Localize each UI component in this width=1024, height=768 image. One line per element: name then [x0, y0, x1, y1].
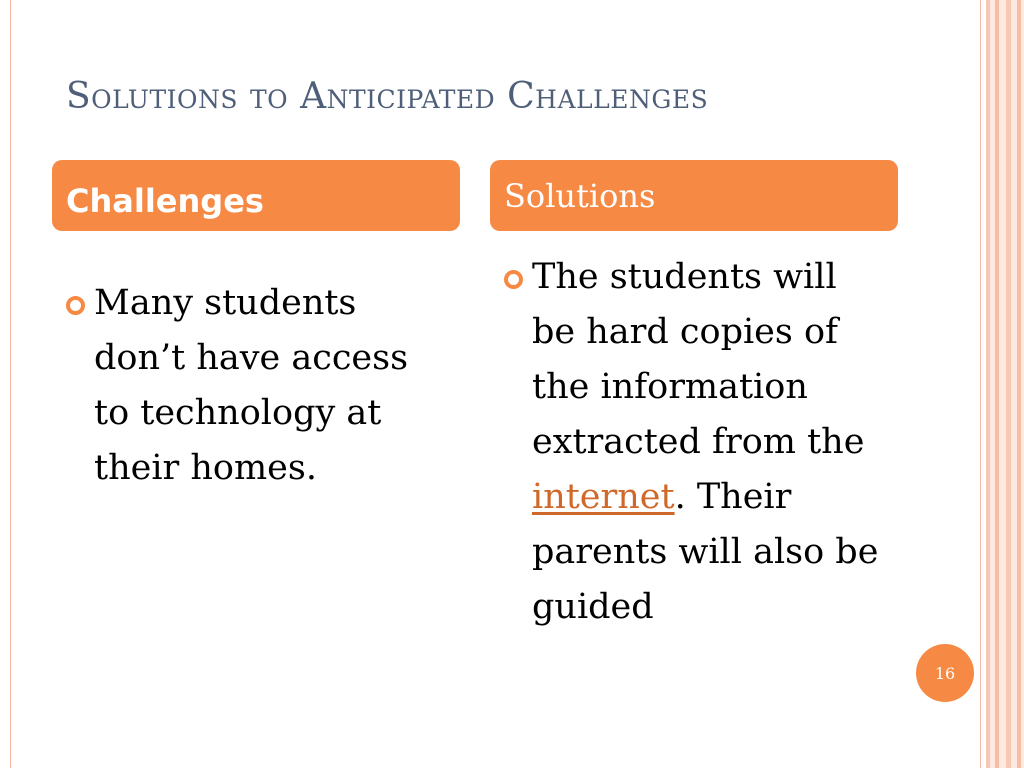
frame-left-line [10, 0, 11, 768]
solution-text-after: . Their parents will also be guided [532, 477, 879, 627]
solutions-list [500, 250, 880, 635]
decorative-stripes [986, 0, 1024, 768]
bullet-icon [66, 296, 85, 315]
solutions-header [490, 160, 898, 231]
challenge-item [62, 276, 442, 496]
challenges-list [62, 276, 442, 496]
challenges-header [52, 160, 460, 231]
challenges-header-label: Challenges [66, 182, 264, 220]
slide-title: Solutions to Anticipated Challenges [66, 76, 709, 117]
challenge-text: Many students don’t have access to technology at their homes. [94, 283, 409, 488]
bullet-icon [504, 270, 523, 289]
page-number-badge [916, 644, 974, 702]
solution-text-before: The students will be hard copies of the information extracted from the [532, 257, 865, 462]
solutions-header-label: Solutions [504, 177, 656, 215]
frame-right-line [980, 0, 981, 768]
solution-item [500, 250, 880, 635]
internet-link[interactable]: internet [532, 477, 675, 517]
page-number: 16 [934, 663, 956, 683]
